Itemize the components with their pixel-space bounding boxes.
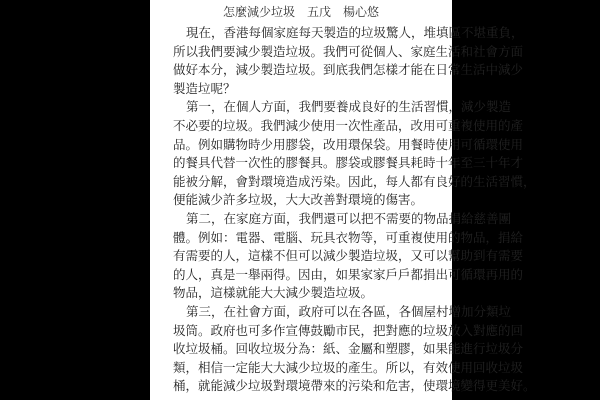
paragraph-1-line: 所以我們要減少製造垃圾。我們可從個人、家庭生活和社會方面 — [173, 43, 524, 59]
paragraph-4-line: 桶，就能減少垃圾對環境帶來的污染和危害，使環境變得更美好。 — [173, 378, 536, 394]
essay-body — [173, 24, 536, 396]
paragraph-2-line: 便能減少許多垃圾，大大改善對環境的傷害。 — [173, 192, 424, 208]
paragraph-2-line: 不必要的垃圾。我們減少使用一次性產品，改用可重複使用的產 — [173, 117, 524, 133]
paragraph-1-line: 做好本分，減少製造垃圾。到底我們怎樣才能在日常生活中減少 — [173, 62, 524, 78]
paragraph-3-line: 第二，在家庭方面，我們還可以把不需要的物品捐給慈善團 — [186, 210, 512, 226]
paragraph-4-line: 圾筒。政府也可多作宣傳鼓勵市民，把對應的垃圾放入對應的回 — [173, 322, 524, 338]
paragraph-3-line: 有需要的人，這樣不但可以減少製造垃圾，又可以幫助到有需要 — [173, 248, 524, 264]
paragraph-2-line: 第一，在個人方面，我們要養成良好的生活習慣，減少製造 — [186, 99, 512, 115]
paragraph-1-line: 製造垃呢？ — [173, 80, 236, 96]
paragraph-3-line: 體。例如：電器、電腦、玩具衣物等，可重複使用的物品，捐給 — [173, 229, 524, 245]
paragraph-3-line: 的人，真是一舉兩得。因由，如果家家戶戶都捐出可循環再用的 — [173, 266, 524, 282]
paragraph-2-line: 的餐具代替一次性的膠餐具。膠袋或膠餐具耗時十年至三十年才 — [173, 155, 524, 171]
paragraph-1-line: 現在，香港每個家庭每天製造的垃圾驚人，堆填區不堪重負， — [186, 25, 524, 40]
paragraph-3-line: 物品，這樣就能大大減少製造垃圾。 — [173, 285, 374, 301]
paragraph-4-line: 類，相信一定能大大減少垃圾的產生。所以，有效使用回收垃圾 — [173, 359, 524, 375]
paragraph-4-line: 收垃圾桶。回收垃圾分為：紙、金屬和塑膠，如果能進行垃圾分 — [173, 341, 524, 357]
paragraph-2-line: 品。例如購物時少用膠袋，改用環保袋。用餐時使用可循環使用 — [173, 136, 524, 152]
paragraph-2-line: 能被分解，會對環境造成汚染。因此，每人都有良好的生活習慣， — [173, 173, 536, 189]
paragraph-4-line: 第三，在社會方面，政府可以在各區，各個屋村增加分類垃 — [186, 303, 512, 319]
document-page — [150, 0, 536, 400]
essay-title: 怎麼減少垃圾 五戊 楊心悠 — [222, 5, 379, 19]
